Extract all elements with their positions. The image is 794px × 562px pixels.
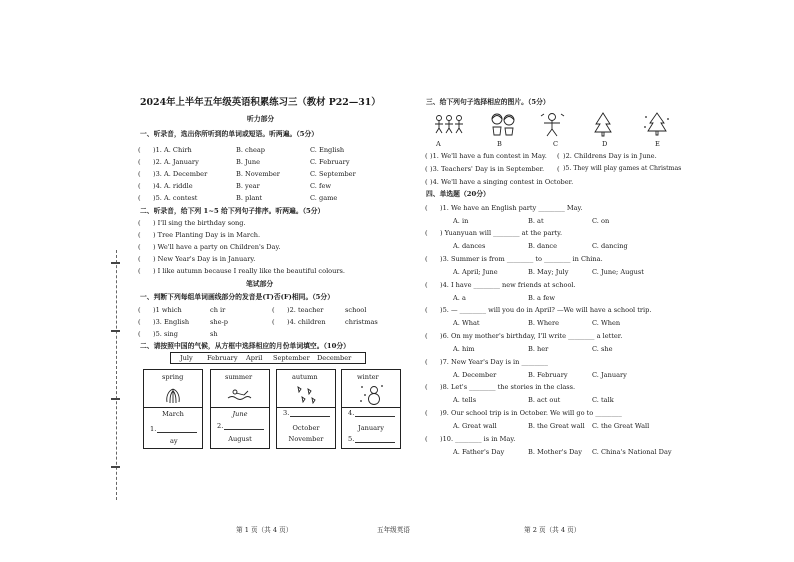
season-name: autumn — [292, 373, 318, 381]
season-box-spring — [143, 369, 203, 449]
question: )1. We have an English party ________ May. — [440, 204, 583, 212]
question: )3. Summer is from ________ to ________ in China. — [440, 255, 603, 263]
question: )7. New Year's Day is in ________ — [440, 358, 548, 366]
blank-number: 3. — [283, 409, 290, 417]
swimming-icon — [226, 384, 252, 404]
option-a: )2. A. January — [153, 158, 199, 166]
center-footer: 五年级英语 — [377, 526, 410, 534]
word: school — [345, 306, 367, 314]
option-a: A. tells — [453, 396, 477, 404]
snowman-icon — [358, 382, 384, 406]
paren: ( — [272, 318, 275, 326]
option-c: C. she — [592, 345, 613, 353]
season-box-autumn — [276, 369, 336, 449]
paren: ( — [425, 435, 428, 443]
answer-blank[interactable] — [355, 442, 395, 443]
word: sh — [210, 330, 218, 338]
paren: ( — [425, 383, 428, 391]
blank-number: 4. — [348, 409, 355, 417]
option-c: C. February — [310, 158, 350, 166]
word: )1 which — [153, 306, 182, 314]
season-name: winter — [357, 373, 379, 381]
option-b: B. Where — [528, 319, 560, 327]
month-label: October — [292, 424, 320, 432]
word: )5. sing — [153, 330, 178, 338]
option-c: C. few — [310, 182, 331, 190]
picture-letter: B — [497, 140, 502, 148]
option-a: )4. A. riddle — [153, 182, 193, 190]
option-b: B. cheap — [236, 146, 266, 154]
word: she-p — [210, 318, 228, 326]
picture-letter: C — [553, 140, 559, 148]
sentence: ) We'll have a party on Children's Day. — [153, 243, 281, 251]
christmas-tree-snow-icon — [642, 111, 672, 138]
option-a: )1. A. Chirh — [153, 146, 192, 154]
word: ch ir — [210, 306, 226, 314]
option-a: A. a — [453, 294, 466, 302]
option-b: B. Mother's Day — [528, 448, 582, 456]
paren: ( — [425, 229, 428, 237]
paren: ( — [425, 332, 428, 340]
right-page-footer: 第 2 页（共 4 页） — [524, 526, 581, 534]
section-4-title: 二、请按照中国的气候，从方框中选择相应的月份单词填空。（10分） — [140, 342, 350, 350]
option-a: A. Father's Day — [453, 448, 505, 456]
picture-letter: D — [602, 140, 608, 148]
paren: ( — [138, 146, 141, 154]
paren: ( — [425, 152, 428, 160]
paren: ( — [138, 170, 141, 178]
word-bank-item: July — [180, 354, 193, 362]
option-a: A. Great wall — [453, 422, 497, 430]
paren: ( — [425, 255, 428, 263]
left-page-footer: 第 1 页（共 4 页） — [236, 526, 293, 534]
paren: ( — [425, 204, 428, 212]
picture-letter: E — [655, 140, 660, 148]
option-b: B. at — [528, 217, 544, 225]
answer-blank[interactable] — [224, 429, 264, 430]
option-a: )5. A. contest — [153, 194, 198, 202]
paren: ( — [138, 231, 141, 239]
option-c: C. the Great Wall — [592, 422, 650, 430]
question: )4. I have ________ new friends at school. — [440, 281, 576, 289]
option-a: )3. A. December — [153, 170, 208, 178]
children-dancing-icon — [432, 113, 466, 135]
month-label: June — [232, 410, 248, 418]
paren: ( — [138, 318, 141, 326]
option-c: C. January — [592, 371, 627, 379]
paren: ( — [138, 182, 141, 190]
option-a: A. in — [453, 217, 469, 225]
paren: ( — [557, 152, 560, 160]
question: )10. ________ is in May. — [440, 435, 516, 443]
word-bank-item: April — [246, 354, 263, 362]
word-bank — [170, 352, 366, 364]
blank-number: 5. — [348, 435, 355, 443]
answer-blank[interactable] — [355, 416, 395, 417]
option-c: C. game — [310, 194, 338, 202]
option-b: B. May; July — [528, 268, 569, 276]
option-c: C. on — [592, 217, 610, 225]
sentence: ) I'll sing the birthday song. — [153, 219, 246, 227]
section-6-title: 四、单选题（20分） — [426, 190, 490, 198]
question: )9. Our school trip is in October. We will go to ________ — [440, 409, 622, 417]
option-c: C. When — [592, 319, 621, 327]
paren: ( — [138, 306, 141, 314]
option-b: B. plant — [236, 194, 263, 202]
option-b: B. the Great wall — [528, 422, 585, 430]
paren: ( — [272, 306, 275, 314]
question: )5. — ________ will you do in April? —We will have a school trip. — [440, 306, 652, 314]
option-b: B. dance — [528, 242, 558, 250]
option-a: A. dances — [453, 242, 486, 250]
sentence: )1. We'll have a fun contest in May. — [430, 152, 547, 160]
option-a: A. April; June — [453, 268, 498, 276]
listening-header: 听力部分 — [247, 115, 275, 123]
word: )3. English — [153, 318, 190, 326]
children-singing-icon — [538, 111, 566, 137]
season-box-summer — [210, 369, 270, 449]
paren: ( — [138, 243, 141, 251]
word: )2. teacher — [287, 306, 324, 314]
section-5-title: 三、给下列句子选择相应的图片。（5分） — [426, 98, 550, 106]
word: christmas — [345, 318, 378, 326]
binding-mark — [111, 398, 120, 400]
paren: ( — [138, 158, 141, 166]
option-c: C. June; August — [592, 268, 644, 276]
sentence: )3. Teachers' Day is in September. — [430, 165, 545, 173]
question: ) Yuanyuan will ________ at the party. — [440, 229, 563, 237]
paren: ( — [425, 306, 428, 314]
option-b: B. November — [236, 170, 280, 178]
season-box-winter — [341, 369, 401, 449]
option-a: A. December — [453, 371, 497, 379]
willow-tree-icon — [162, 383, 184, 405]
section-2-title: 二、听录音，给下列 1~5 给下列句子排序。听两遍。（5分） — [140, 207, 325, 215]
season-name: summer — [225, 373, 253, 381]
paren: ( — [425, 165, 428, 173]
binding-mark — [111, 466, 120, 468]
month-label: March — [162, 410, 184, 418]
picture-letter: A — [436, 140, 441, 148]
word-bank-item: September — [273, 354, 310, 362]
option-c: C. English — [310, 146, 345, 154]
binding-line — [116, 250, 118, 500]
question: )8. Let's ________ the stories in the class. — [440, 383, 576, 391]
binding-mark — [111, 330, 120, 332]
question: )6. On my mother's birthday, I'll write ________ a letter. — [440, 332, 623, 340]
sentence: ) I like autumn because I really like the beautiful colours. — [153, 267, 346, 275]
blank-number: 2. — [217, 422, 224, 430]
answer-blank[interactable] — [157, 432, 197, 433]
word-bank-item: February — [207, 354, 238, 362]
paren: ( — [138, 219, 141, 227]
page-title: 2024年上半年五年级英语积累练习三（教材 P22—31） — [140, 97, 381, 108]
option-c: C. talk — [592, 396, 614, 404]
word: )4. children — [287, 318, 326, 326]
word-bank-item: December — [317, 354, 352, 362]
paren: ( — [557, 165, 560, 173]
option-c: C. dancing — [592, 242, 628, 250]
month-label: November — [288, 435, 324, 443]
paren: ( — [425, 281, 428, 289]
falling-leaves-icon — [294, 383, 318, 405]
paren: ( — [425, 358, 428, 366]
option-b: B. year — [236, 182, 260, 190]
option-c: C. September — [310, 170, 356, 178]
option-a: A. What — [453, 319, 480, 327]
sentence: )4. We'll have a singing contest in October. — [430, 178, 574, 186]
sentence: ) New Year's Day is in January. — [153, 255, 256, 263]
children-playing-icon — [487, 111, 521, 137]
paren: ( — [138, 194, 141, 202]
option-b: B. act out — [528, 396, 561, 404]
christmas-tree-icon — [592, 111, 614, 138]
month-label: January — [358, 424, 384, 432]
writing-header: 笔试部分 — [246, 280, 274, 288]
section-1-title: 一、听录音，选出你所听到的单词或短语。听两遍。（5分） — [140, 130, 319, 138]
option-a: A. him — [453, 345, 475, 353]
option-b: B. her — [528, 345, 549, 353]
option-b: B. June — [236, 158, 261, 166]
paren: ( — [425, 409, 428, 417]
section-3-title: 一、判断下列每组单词画线部分的发音是(T)否(F)相同。（5分） — [140, 293, 334, 301]
month-label: August — [228, 435, 252, 443]
paren: ( — [425, 178, 428, 186]
binding-mark — [111, 262, 120, 264]
answer-blank[interactable] — [290, 416, 330, 417]
paren: ( — [138, 255, 141, 263]
option-b: B. a few — [528, 294, 556, 302]
paren: ( — [138, 330, 141, 338]
sentence: )2. Childrens Day is in June. — [563, 152, 657, 160]
option-b: B. February — [528, 371, 568, 379]
sentence: )5. They will play games at Christmas — [563, 165, 682, 172]
season-name: spring — [162, 373, 184, 381]
paren: ( — [138, 267, 141, 275]
month-label: ay — [170, 437, 178, 445]
option-c: C. China's National Day — [592, 448, 672, 456]
sentence: ) Tree Planting Day is in March. — [153, 231, 261, 239]
blank-number: 1. — [150, 425, 157, 433]
